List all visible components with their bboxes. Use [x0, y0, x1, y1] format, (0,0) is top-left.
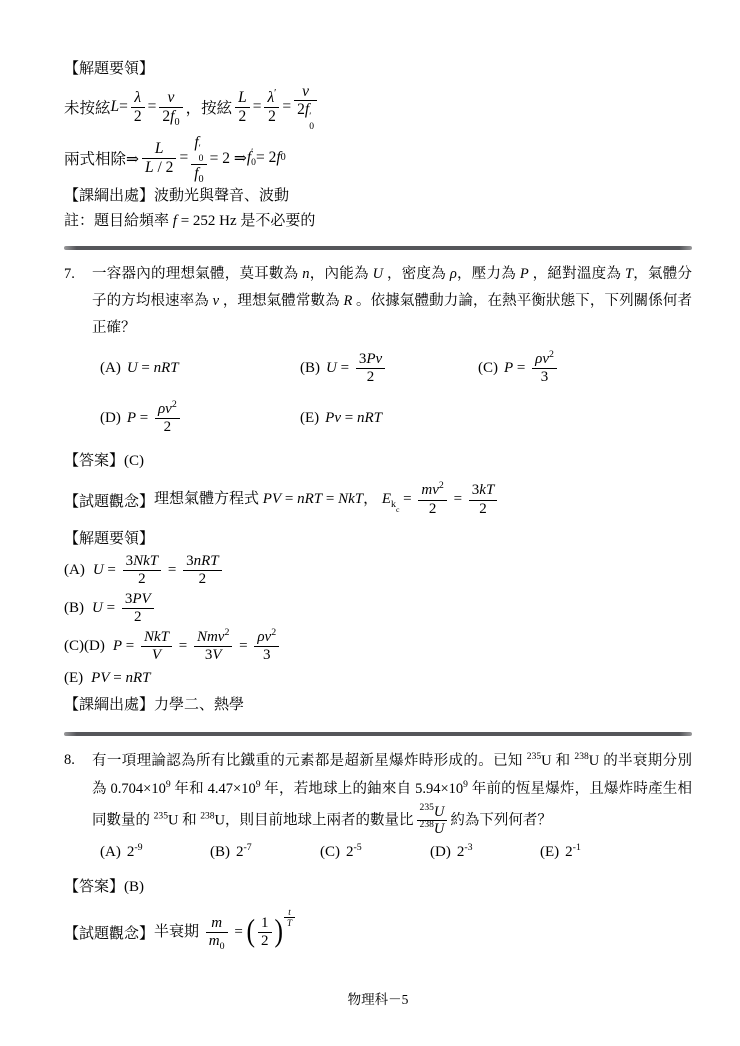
q6-formula-frequency-ratio: 兩式相除⇒ $\frac{L}{L / 2}$ = f ′ 0 $f_0$ = 2 ⇒ f ′ 0 = 2 f 0	[64, 133, 286, 186]
answer-value: (C)	[124, 452, 145, 469]
option-d	[100, 400, 300, 438]
answer-label: 【答案】	[64, 452, 125, 469]
key-line-b-label: (B)	[64, 600, 84, 616]
q6-curriculum-line	[64, 185, 692, 208]
option-a-label: (A)	[100, 844, 121, 861]
option-c	[320, 842, 430, 864]
option-b-formula: $2^{-7}$	[236, 842, 252, 861]
key-line-a-formula: U = $\frac{\text{3NkT}}{2}$ = $\frac{\text{3nRT}}{2}$	[93, 553, 225, 589]
key-line-e-formula: PV = nRT	[91, 670, 151, 686]
key-line-e-label: (E)	[64, 670, 84, 686]
option-a-formula: $2^{-9}$	[126, 842, 143, 861]
q6-note: 註：題目給頻率 f = 252 Hz 是不必要的	[64, 212, 316, 229]
option-e-label: (E)	[300, 410, 320, 426]
question-7-text: 一容器內的理想氣體，莫耳數為 n，內能為 U ，密度為 ρ，壓力為 P ，絕對溫度為 T，氣體分子的方均根速率為 v ，理想氣體常數為 R 。依據氣體動力論，在熱平衡狀態下，下列關係何者正確？	[92, 266, 693, 336]
concept-label: 【試題觀念】	[64, 493, 155, 510]
question-8-stem	[64, 747, 692, 838]
option-e-formula: Pv = nRT	[325, 410, 382, 426]
option-b	[210, 842, 320, 864]
option-c-formula: $2^{-5}$	[346, 842, 362, 861]
option-e	[300, 400, 478, 438]
question-8-answer-line	[64, 876, 692, 899]
question-7-section	[64, 259, 692, 719]
key-line-cd-label: (C)(D)	[64, 638, 105, 654]
key-line-e	[64, 667, 692, 691]
option-b-label: (B)	[300, 360, 320, 376]
question-8-section	[64, 745, 692, 966]
concept-formula: 理想氣體方程式 PV = nRT = NkT， $E_{kc}$ = $\frac{mv^2}{2}$ = $\frac{3kT}{2}$	[154, 482, 500, 518]
question-7-concept-line	[64, 480, 692, 520]
q6-curriculum-value: 波動光與聲音、波動	[154, 188, 290, 205]
question-8-number: 8.	[64, 752, 75, 768]
q6-solution-section	[64, 56, 692, 233]
option-d	[430, 842, 540, 864]
option-b-formula: U = $\frac{3Pv}{2}$	[326, 351, 388, 387]
answer-value: (B)	[124, 878, 145, 895]
q7-curriculum-value: 力學二、熱學	[154, 696, 245, 713]
option-e	[540, 842, 650, 864]
option-d-label: (D)	[430, 844, 451, 861]
q6-curriculum-label: 【課綱出處】	[64, 188, 155, 205]
option-e-label: (E)	[540, 844, 560, 861]
option-d-formula: P = $\frac{\rho v^2}{2}$	[127, 401, 183, 437]
key-line-a-label: (A)	[64, 562, 85, 578]
option-d-formula: $2^{-3}$	[456, 842, 473, 861]
answer-label: 【答案】	[64, 878, 125, 895]
question-7-options	[100, 350, 692, 438]
concept-label: 【試題觀念】	[64, 925, 155, 942]
question-7-stem	[64, 261, 692, 341]
page-footer: 物理科－5	[347, 992, 409, 1007]
question-7-key-points-label: 【解題要領】	[64, 531, 155, 547]
q6-key-points-label: 【解題要領】	[64, 61, 155, 77]
key-line-b-formula: U = $\frac{3PV}{2}$	[92, 591, 157, 627]
question-7-curriculum-line	[64, 694, 692, 717]
option-e-formula: $2^{-1}$	[565, 842, 581, 861]
option-d-label: (D)	[100, 410, 121, 426]
option-c-label: (C)	[478, 360, 498, 376]
option-a	[100, 842, 210, 864]
option-a-formula: U = nRT	[126, 360, 179, 376]
question-7-answer-line	[64, 450, 692, 473]
option-c-label: (C)	[320, 844, 340, 861]
option-a-label: (A)	[100, 360, 121, 376]
concept-formula: 半衰期 $\frac{m}{m_0}$ = ( $\frac{1}{2}$ ) $\frac{t}{T}$	[154, 915, 296, 951]
option-a	[100, 350, 300, 388]
key-line-cd	[64, 626, 692, 665]
option-b-label: (B)	[210, 844, 230, 861]
question-8-concept-line	[64, 906, 692, 958]
key-line-b	[64, 591, 692, 627]
option-c-formula: P = $\frac{\rho v^2}{3}$	[504, 351, 560, 387]
key-line-cd-formula: P = $\frac{\text{NkT}}{V}$ = $\frac{Nmv^2}{3V}$ = $\frac{\rho v^2}{3}$	[113, 629, 282, 665]
key-line-a	[64, 553, 692, 589]
question-7-number: 7.	[64, 266, 75, 283]
question-8-text: 有一項理論認為所有比鐵重的元素都是超新星爆炸時形成的。已知 $^{235}$U 和 $^{238}$U 的半衰期分別為 $0.704\times 10^9$ 年和 $4.47\times 10^9$ 年，若地球上的鈾來自 $5.94\times 10^9$ 年前的恆星爆炸，且爆炸時產生相同數量的 $^{235}$U 和 $^{238}$U，則目前地球上兩者的數量比 $\frac{^{235}U}{^{238}U}$ 約為下列何者？	[92, 751, 692, 838]
question-8-options	[100, 842, 692, 864]
q6-formula-string-length: 未按絃 L = $\frac{\lambda}{2}$ = $\frac{v}{2f_0}$ ，按絃 $\frac{L}{2}$ = $\frac{\lambda'}{2}$ = v 2f ′ 0	[64, 83, 692, 132]
section-divider	[64, 732, 692, 736]
option-b	[300, 350, 478, 388]
section-divider	[64, 246, 692, 250]
q7-curriculum-label: 【課綱出處】	[64, 696, 155, 713]
option-c	[478, 350, 692, 388]
